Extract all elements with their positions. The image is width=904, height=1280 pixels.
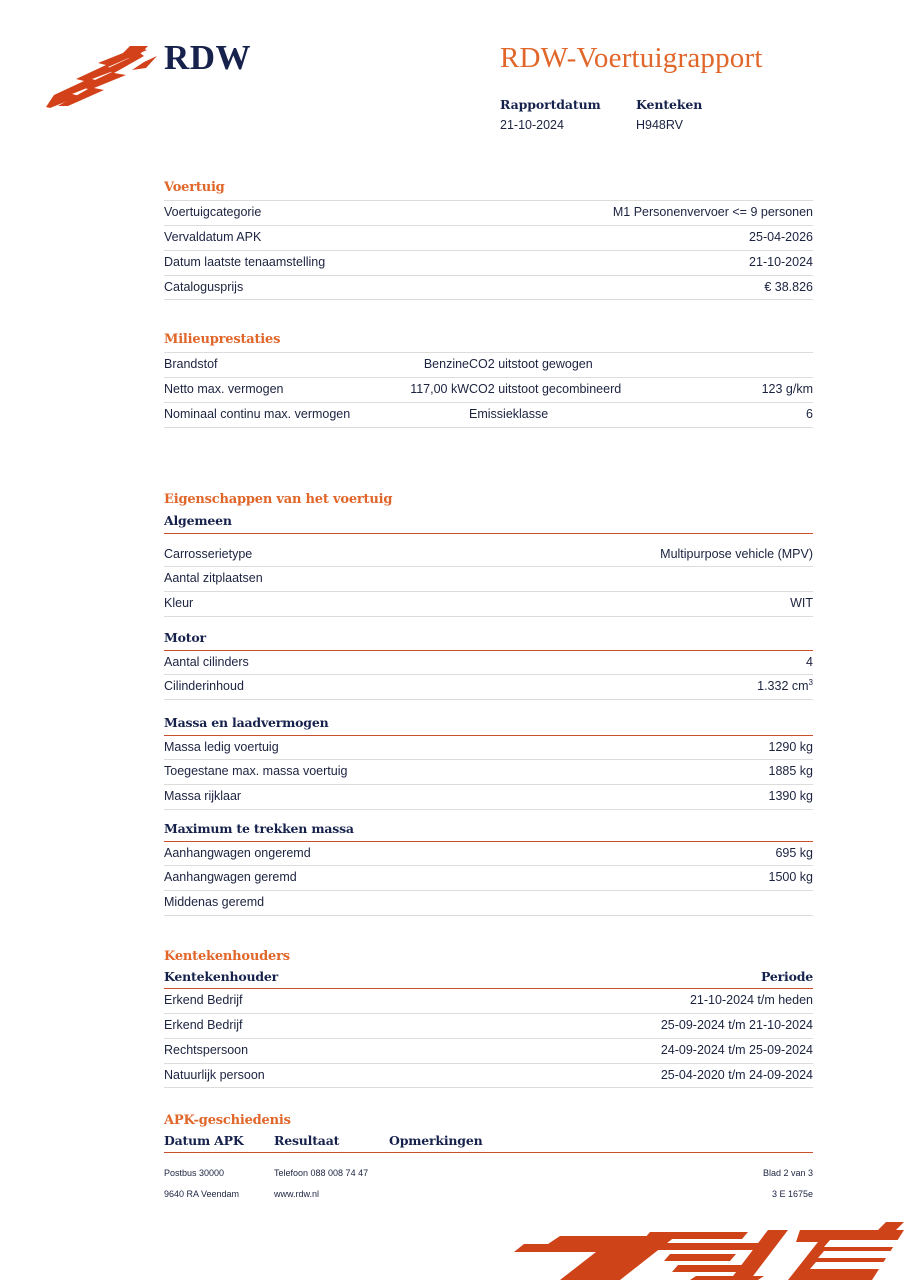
motor-table <box>164 651 813 701</box>
subsection-title-motor: Motor <box>164 630 813 651</box>
kentekenhouders-table <box>164 989 813 1088</box>
row-label: Voertuigcategorie <box>164 201 521 226</box>
row-value: € 38.826 <box>521 275 813 300</box>
row-label: Nominaal continu max. vermogen <box>164 402 365 427</box>
footer-address-line2: 9640 RA Veendam <box>164 1189 240 1199</box>
row-label: Cilinderinhoud <box>164 675 501 700</box>
table-row <box>164 275 813 300</box>
algemeen-table <box>164 543 813 617</box>
footer-form-code: 3 E 1675e <box>771 1189 813 1199</box>
row-label: Massa ledig voertuig <box>164 736 501 760</box>
row-value: 1500 kg <box>501 866 813 891</box>
section-title-apk: APK-geschiedenis <box>164 1113 291 1128</box>
subsection-title-trekken-massa: Maximum te trekken massa <box>164 821 813 842</box>
row-value <box>501 567 813 592</box>
footer-page-number: Blad 2 van 3 <box>762 1168 813 1178</box>
table-row <box>164 651 813 675</box>
row-value <box>501 891 813 916</box>
report-date-label: Rapportdatum <box>500 97 601 112</box>
row-value: 4 <box>501 651 813 675</box>
section-voertuig <box>164 180 813 300</box>
row-value: Benzine <box>365 353 469 378</box>
page-title: RDW-Voertuigrapport <box>500 42 763 74</box>
row-label-secondary: Emissieklasse <box>469 402 690 427</box>
column-header-apk-remarks: Opmerkingen <box>389 1133 483 1149</box>
row-label: Massa rijklaar <box>164 785 501 810</box>
group-algemeen <box>164 513 813 617</box>
section-eigenschappen <box>164 492 813 512</box>
table-row <box>164 842 813 866</box>
row-value-secondary: 6 <box>690 402 813 427</box>
report-date-block <box>500 97 636 132</box>
row-label: Toegestane max. massa voertuig <box>164 760 501 785</box>
table-row <box>164 353 813 378</box>
table-row <box>164 989 813 1013</box>
table-row <box>164 402 813 427</box>
column-header-period: Periode <box>761 969 813 985</box>
speed-streaks-graphic-icon <box>500 1222 904 1280</box>
holder-name: Rechtspersoon <box>164 1038 489 1063</box>
row-value: 1.332 cm <box>757 679 809 694</box>
section-kentekenhouders <box>164 949 813 1088</box>
row-value: 1290 kg <box>501 736 813 760</box>
holder-name: Erkend Bedrijf <box>164 989 489 1013</box>
table-row <box>164 201 813 226</box>
row-label-secondary: CO2 uitstoot gecombineerd <box>469 378 690 403</box>
section-title-milieuprestaties: Milieuprestaties <box>164 332 281 347</box>
holder-period: 24-09-2024 t/m 25-09-2024 <box>489 1038 814 1063</box>
row-label: Aanhangwagen geremd <box>164 866 501 891</box>
section-apk-geschiedenis <box>164 1113 813 1153</box>
table-row <box>164 226 813 251</box>
license-plate-value: H948RV <box>636 118 684 132</box>
row-label: Carrosserietype <box>164 543 501 567</box>
section-title-eigenschappen: Eigenschappen van het voertuig <box>164 492 393 507</box>
table-row <box>164 250 813 275</box>
row-value: 695 kg <box>501 842 813 866</box>
page-footer <box>164 1168 813 1210</box>
row-label-secondary: CO2 uitstoot gewogen <box>469 353 690 378</box>
table-row <box>164 760 813 785</box>
rdw-feather-logo-icon <box>44 44 162 114</box>
section-title-kentekenhouders: Kentekenhouders <box>164 949 290 964</box>
footer-address-line1: Postbus 30000 <box>164 1168 225 1178</box>
brand-name: RDW <box>164 38 252 77</box>
section-milieuprestaties <box>164 332 813 428</box>
row-value: 1390 kg <box>501 785 813 810</box>
table-row <box>164 378 813 403</box>
subsection-title-massa: Massa en laadvermogen <box>164 715 813 736</box>
holder-period: 21-10-2024 t/m heden <box>489 989 814 1013</box>
row-label: Brandstof <box>164 353 365 378</box>
holder-name: Natuurlijk persoon <box>164 1063 489 1088</box>
row-label: Vervaldatum APK <box>164 226 521 251</box>
row-label: Catalogusprijs <box>164 275 521 300</box>
holder-period: 25-09-2024 t/m 21-10-2024 <box>489 1014 814 1039</box>
row-value-secondary: 123 g/km <box>690 378 813 403</box>
license-plate-block <box>636 97 772 132</box>
report-meta <box>500 97 830 132</box>
row-label: Datum laatste tenaamstelling <box>164 250 521 275</box>
row-value-secondary <box>690 353 813 378</box>
apk-table-header <box>164 1133 813 1153</box>
row-value: Multipurpose vehicle (MPV) <box>501 543 813 567</box>
row-label: Aanhangwagen ongeremd <box>164 842 501 866</box>
table-row <box>164 675 813 700</box>
kentekenhouders-table-header <box>164 969 813 989</box>
table-row <box>164 592 813 617</box>
footer-contact-line1: Telefoon 088 008 74 47 <box>274 1168 369 1178</box>
license-plate-label: Kenteken <box>636 97 703 112</box>
column-header-holder: Kentekenhouder <box>164 969 279 985</box>
footer-line-2 <box>164 1189 813 1199</box>
row-label: Aantal cilinders <box>164 651 501 675</box>
row-label: Aantal zitplaatsen <box>164 567 501 592</box>
row-value: 1885 kg <box>501 760 813 785</box>
table-row <box>164 866 813 891</box>
holder-period: 25-04-2020 t/m 24-09-2024 <box>489 1063 814 1088</box>
group-trekken-massa <box>164 821 813 916</box>
table-row <box>164 567 813 592</box>
row-label: Netto max. vermogen <box>164 378 365 403</box>
row-label: Middenas geremd <box>164 891 501 916</box>
milieuprestaties-table <box>164 352 813 427</box>
massa-table <box>164 736 813 810</box>
row-value: 21-10-2024 <box>521 250 813 275</box>
table-row <box>164 1014 813 1039</box>
subsection-title-algemeen: Algemeen <box>164 513 813 534</box>
group-motor <box>164 630 813 700</box>
holder-name: Erkend Bedrijf <box>164 1014 489 1039</box>
voertuig-table <box>164 200 813 300</box>
table-row <box>164 1038 813 1063</box>
row-value: WIT <box>501 592 813 617</box>
group-massa <box>164 715 813 810</box>
table-row <box>164 1063 813 1088</box>
row-value-cylinder-capacity <box>501 675 813 700</box>
row-label: Kleur <box>164 592 501 617</box>
section-title-voertuig: Voertuig <box>164 180 225 195</box>
column-header-apk-date: Datum APK <box>164 1133 244 1149</box>
row-value: 25-04-2026 <box>521 226 813 251</box>
row-value: 117,00 kW <box>365 378 469 403</box>
table-row <box>164 785 813 810</box>
superscript-exponent: 3 <box>808 678 813 688</box>
table-row <box>164 736 813 760</box>
footer-line-1 <box>164 1168 813 1178</box>
column-header-apk-result: Resultaat <box>274 1133 340 1149</box>
trekken-massa-table <box>164 842 813 916</box>
row-value: M1 Personenvervoer <= 9 personen <box>521 201 813 226</box>
row-value <box>365 402 469 427</box>
report-date-value: 21-10-2024 <box>500 118 564 132</box>
table-row <box>164 891 813 916</box>
footer-website: www.rdw.nl <box>274 1189 320 1199</box>
table-row <box>164 543 813 567</box>
